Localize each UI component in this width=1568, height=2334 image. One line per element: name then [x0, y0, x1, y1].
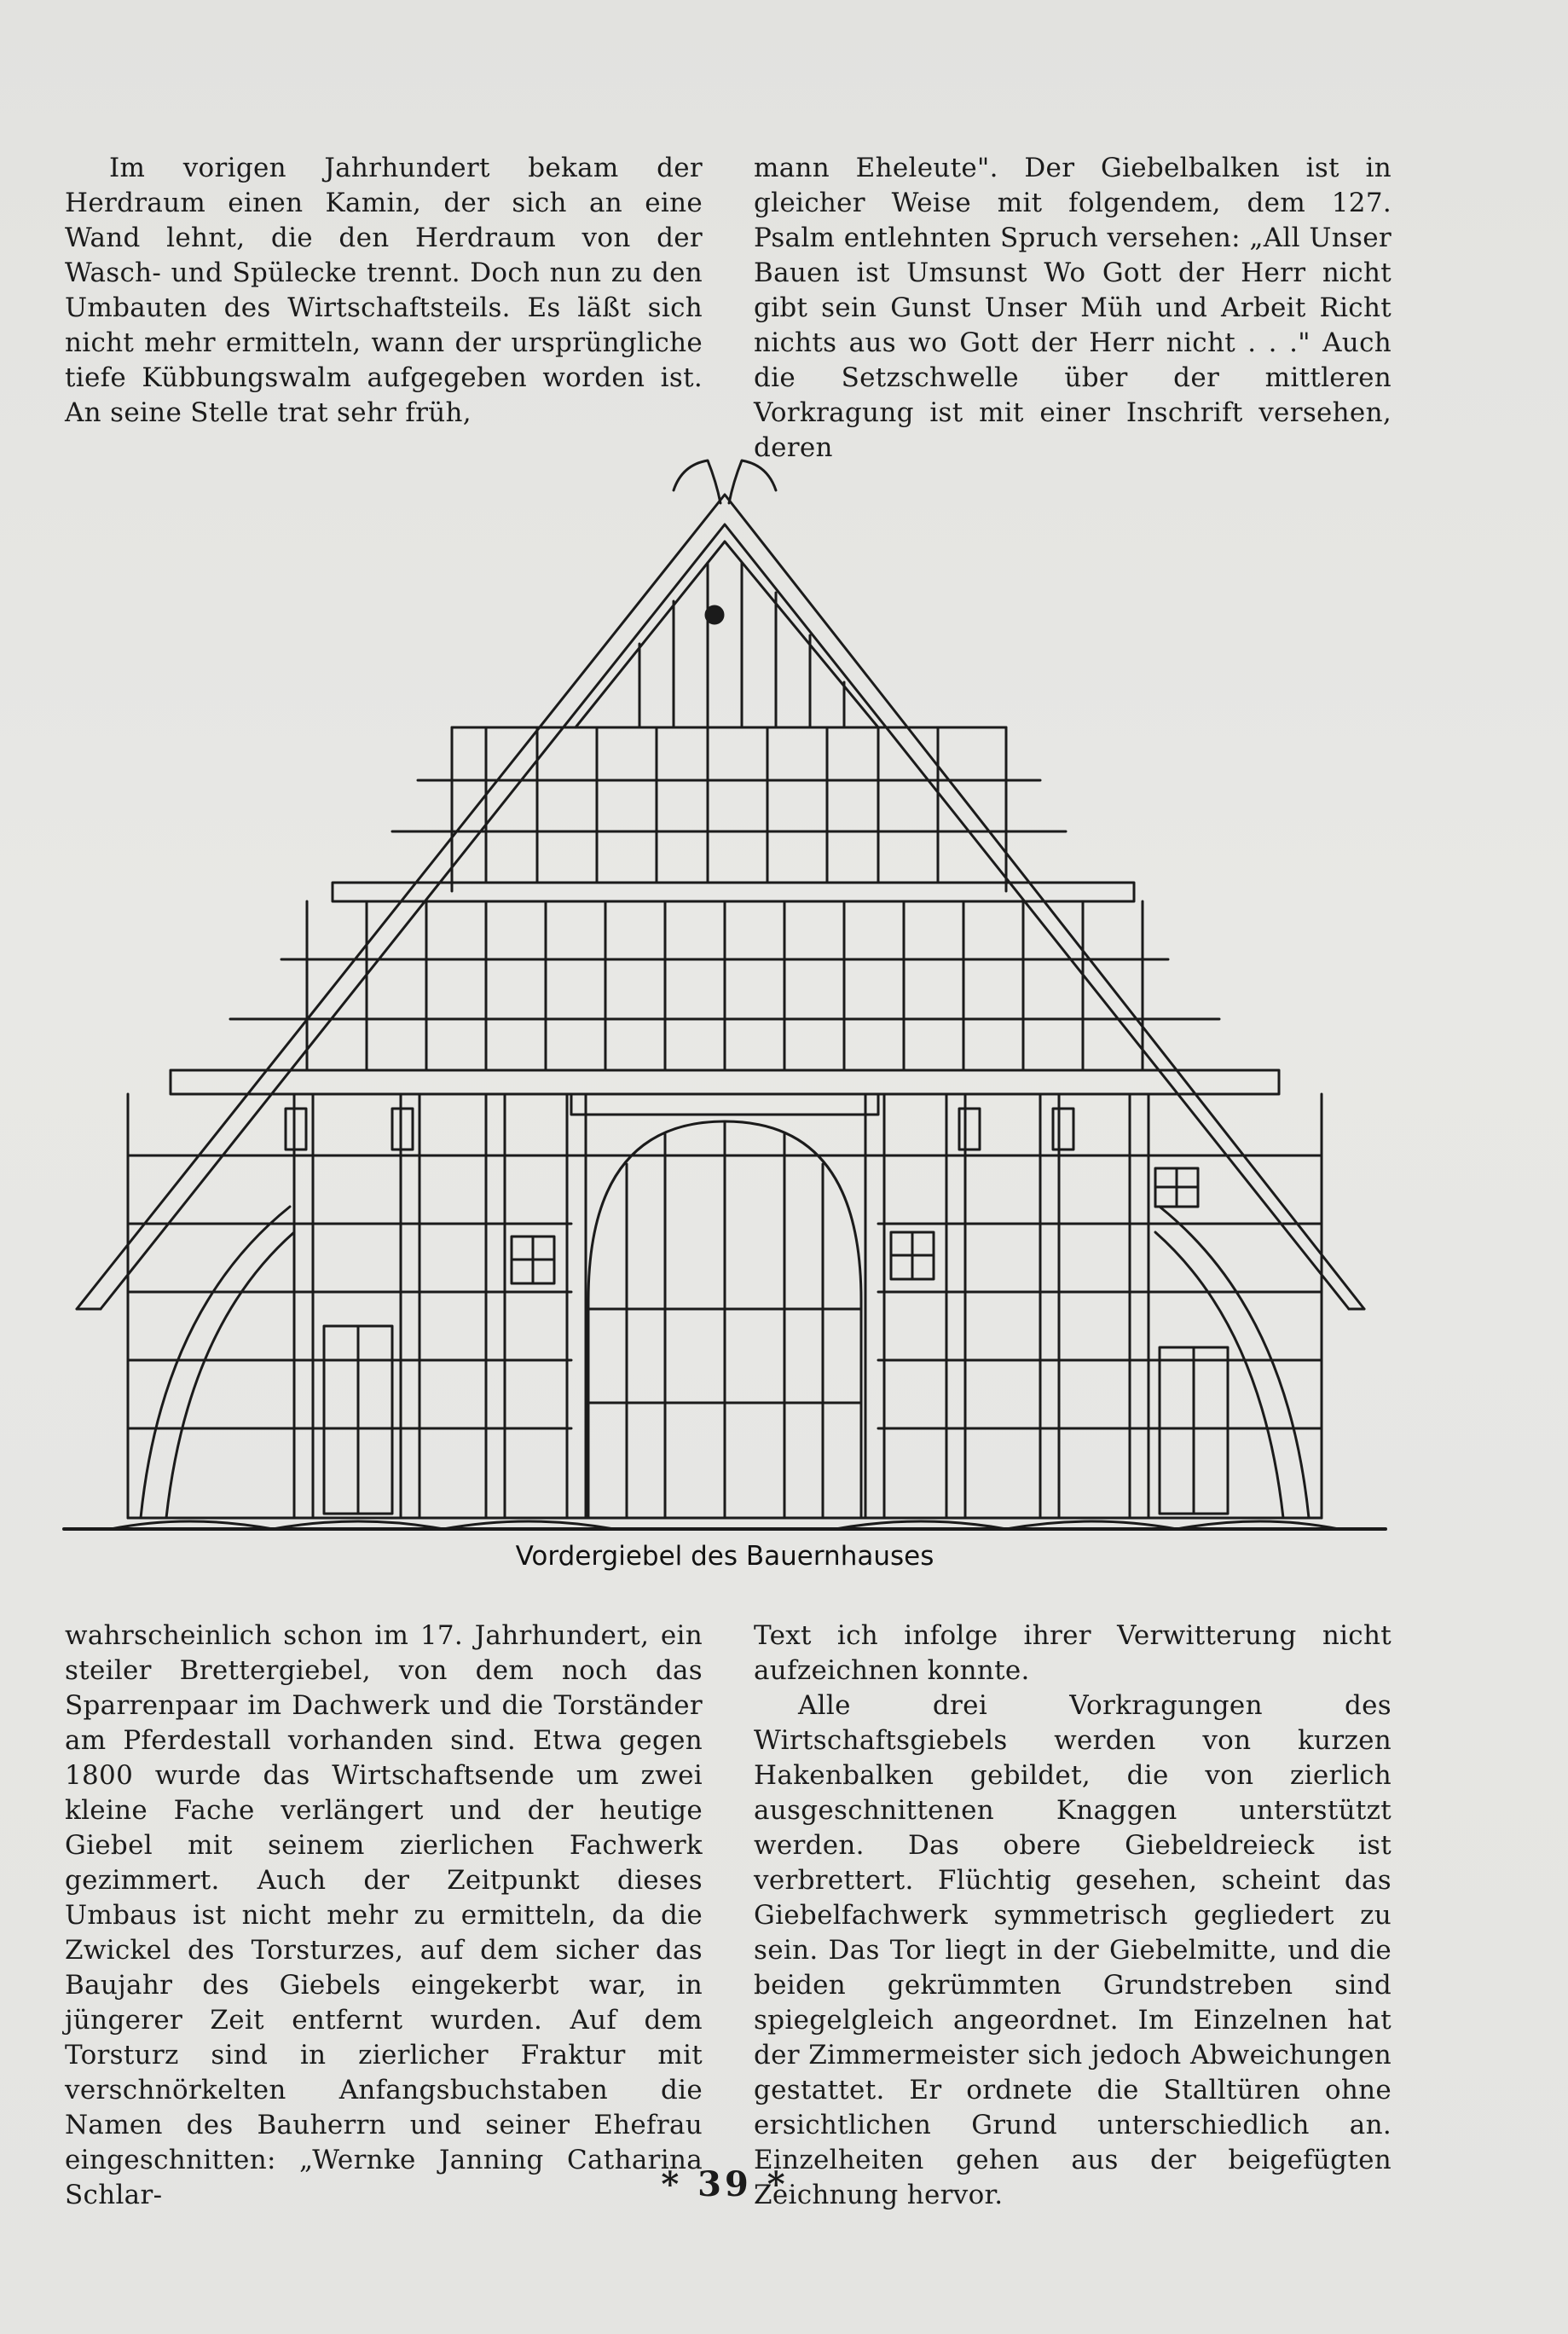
- boarded-gable-triangle: [576, 542, 878, 727]
- text-column-bottom-right: [754, 1619, 1392, 2213]
- figure-caption: Vordergiebel des Bauernhauses: [515, 1541, 934, 1572]
- text-column-top-right: mann Eheleute". Der Giebelbalken ist in gleicher Weise mit folgendem, dem 127. Psalm entlehnten Spruch versehen: „All Unser Bauen ist Umsunst Wo Gott der Herr nicht gibt sein Gunst Unser Müh und Arbeit Richt nichts aus wo Gott der Herr nicht . . ." Auch die Setzschwelle über der mittleren Vorkragung ist mit einer Inschrift versehen, deren: [754, 153, 1392, 463]
- text-column-bottom-left: wahrscheinlich schon im 17. Jahrhundert, ein steiler Brettergiebel, von dem noch das Sparrenpaar im Dachwerk und die Torständer am Pferdestall vorhanden sind. Etwa gegen 1800 wurde das Wirtschaftsende um zwei kleine Fache verlängert und der heutige Giebel mit seinem zierlichen Fachwerk gezimmert. Auch der Zeitpunkt dieses Umbaus ist nicht mehr zu ermitteln, da die Zwickel des Torsturzes, auf dem sicher das Baujahr des Giebels eingekerbt war, in jüngerer Zeit entfernt wurden. Auf dem Torsturz sind in zierlicher Fraktur mit verschnörkelten Anfangsbuchstaben die Namen des Bauherrn und seiner Ehefrau eingeschnitten: „Wernke Janning Catharina Schlar-: [65, 1620, 703, 2210]
- gable-finial: [674, 460, 776, 503]
- torsturz-beam: [571, 1094, 878, 1115]
- curved-brace-left: [141, 1207, 290, 1518]
- curved-brace-right: [1160, 1207, 1309, 1518]
- paragraph: Text ich infolge ihrer Verwitterung nicht aufzeichnen konnte.: [754, 1620, 1392, 1686]
- text-column-top-left: Im vorigen Jahrhundert bekam der Herdraum einen Kamin, der sich an eine Wand lehnt, die den Herdraum von der Wasch- und Spülecke trennt. Doch nun zu den Umbauten des Wirtschaftsteils. Es läßt sich nicht mehr ermitteln, wann der ursprüngliche tiefe Kübbungswalm aufgegeben worden ist. An seine Stelle trat sehr früh,: [65, 153, 703, 428]
- gable-drawing: [60, 456, 1390, 1531]
- page-number: * 39 *: [661, 2164, 789, 2204]
- paragraph: Alle drei Vorkragungen des Wirtschaftsgiebels werden von kurzen Hakenbalken gebildet, die von zierlich ausgeschnittenen Knaggen unterstützt werden. Das obere Giebeldreieck ist verbrettert. Flüchtig gesehen, scheint das Giebelfachwerk symmetrisch gegliedert zu sein. Das Tor liegt in der Giebelmitte, und die beiden gekrümmten Grundstreben sind spiegelgleich angeordnet. Im Einzelnen hat der Zimmermeister sich jedoch Abweichungen gestattet. Er ordnete die Stalltüren ohne ersichtlichen Grund unterschiedlich an. Einzelheiten gehen aus der beigefügten Zeichnung hervor.: [754, 1690, 1392, 2210]
- main-sill-beam: [171, 1070, 1279, 1094]
